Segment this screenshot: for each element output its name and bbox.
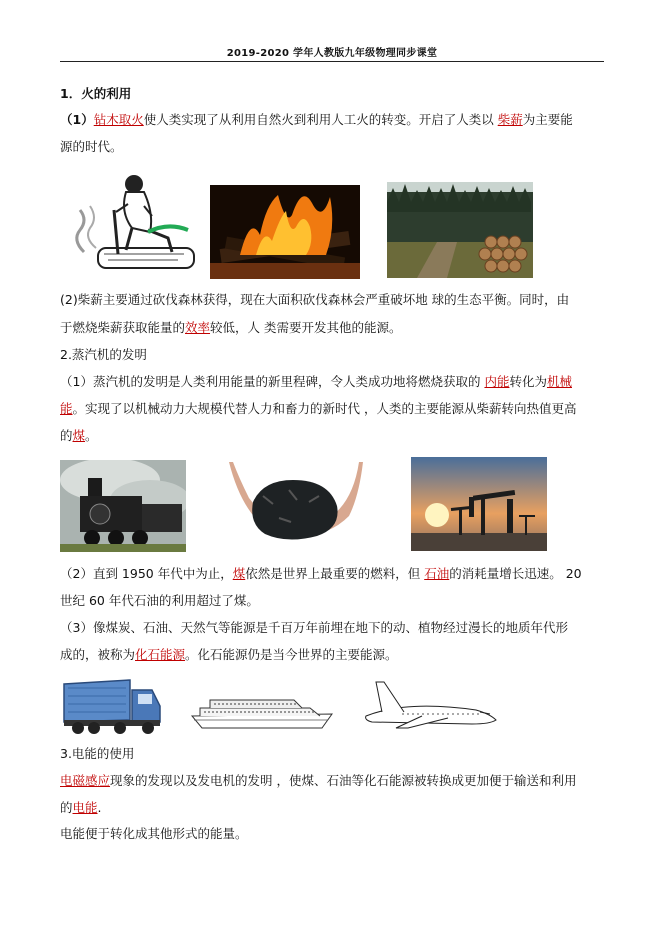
steam-locomotive-image xyxy=(60,460,186,552)
text: 的 xyxy=(60,428,73,443)
section-2-title: 2.蒸汽机的发明 xyxy=(60,347,147,362)
text: 较低，人 类需要开发其他的能源。 xyxy=(210,320,402,335)
s2-paragraph-1-cont xyxy=(60,401,577,417)
answer-blank: 内能 xyxy=(484,374,510,389)
text: 的 xyxy=(60,800,73,815)
answer-blank: 化石能源 xyxy=(135,647,186,662)
s2-paragraph-2 xyxy=(60,566,582,582)
text: 于燃烧柴薪获取能量的 xyxy=(60,320,186,335)
answer-blank: 效率 xyxy=(185,320,211,335)
s2-paragraph-1 xyxy=(60,374,572,390)
s1-paragraph-1 xyxy=(60,112,573,128)
answer-blank: 钻木取火 xyxy=(93,112,144,127)
answer-blank: 电能 xyxy=(72,800,98,815)
answer-blank: 能 xyxy=(60,401,73,416)
text: 转化为 xyxy=(509,374,547,389)
text: . xyxy=(97,800,102,815)
text: 。化石能源仍是当今世界的主要能源。 xyxy=(185,647,398,662)
s2-paragraph-1-end xyxy=(60,428,98,444)
text: （1）蒸汽机的发明是人类利用能量的新里程碑，令人类成功地将燃烧获取的 xyxy=(60,374,485,389)
s2-paragraph-2-cont: 世纪 60 年代石油的利用超过了煤。 xyxy=(60,593,259,608)
campfire-image xyxy=(210,185,360,279)
text: （1） xyxy=(60,112,94,127)
s1-paragraph-2 xyxy=(60,292,569,308)
text: 为主要能 xyxy=(522,112,573,127)
answer-blank: 石油 xyxy=(424,566,450,581)
coal-in-hands-image xyxy=(219,462,363,552)
s1-paragraph-1-cont: 源的时代。 xyxy=(60,139,123,154)
section-1-title: 1．火的利用 xyxy=(60,86,132,101)
text: 。 xyxy=(85,428,98,443)
ship-image xyxy=(190,690,336,730)
text: 使人类实现了从利用自然火到利用人工火的转变。开启了人类以 xyxy=(143,112,498,127)
header-rule xyxy=(60,61,604,62)
s3-paragraph-1 xyxy=(60,773,577,789)
answer-blank: 电磁感应 xyxy=(60,773,111,788)
wood-drilling-caveman-image xyxy=(68,170,198,282)
s1-paragraph-2-cont xyxy=(60,320,402,336)
answer-blank: 煤 xyxy=(232,566,246,581)
text: 成的，被称为 xyxy=(60,647,136,662)
section-3-title: 3.电能的使用 xyxy=(60,746,135,761)
text: （2）直到 1950 年代中为止， xyxy=(60,566,233,581)
text: 现象的发现以及发电机的发明 ，使煤、石油等化石能源被转换成更加便于输送和利用 xyxy=(110,773,577,788)
text: 的消耗量增长迅速。 20 xyxy=(449,566,582,581)
answer-blank: 煤 xyxy=(72,428,86,443)
s2-paragraph-3-cont xyxy=(60,647,398,663)
text: (2)柴薪主要通过砍伐森林获得，现在大面积砍伐森林会严重破坏地 球的生态平衡。同时，由 xyxy=(60,292,570,307)
s2-paragraph-3: （3）像煤炭、石油、天然气等能源是千百万年前埋在地下的动、植物经过漫长的地质年代形 xyxy=(60,620,568,635)
text: 。实现了以机械动力大规模代替人力和畜力的新时代 ，人类的主要能源从柴薪转向热值更高 xyxy=(72,401,577,416)
answer-blank: 机械 xyxy=(546,374,572,389)
airplane-image xyxy=(362,676,498,730)
answer-blank: 柴薪 xyxy=(497,112,523,127)
truck-image xyxy=(60,676,164,736)
deforestation-logs-image xyxy=(387,182,533,278)
s3-paragraph-2: 电能便于转化成其他形式的能量。 xyxy=(60,826,248,841)
oil-pumpjack-image xyxy=(411,457,547,551)
text: 依然是世界上最重要的燃料，但 xyxy=(245,566,425,581)
s3-paragraph-1-cont xyxy=(60,800,102,816)
page-header: 2019-2020 学年人教版九年级物理同步课堂 xyxy=(226,48,438,59)
